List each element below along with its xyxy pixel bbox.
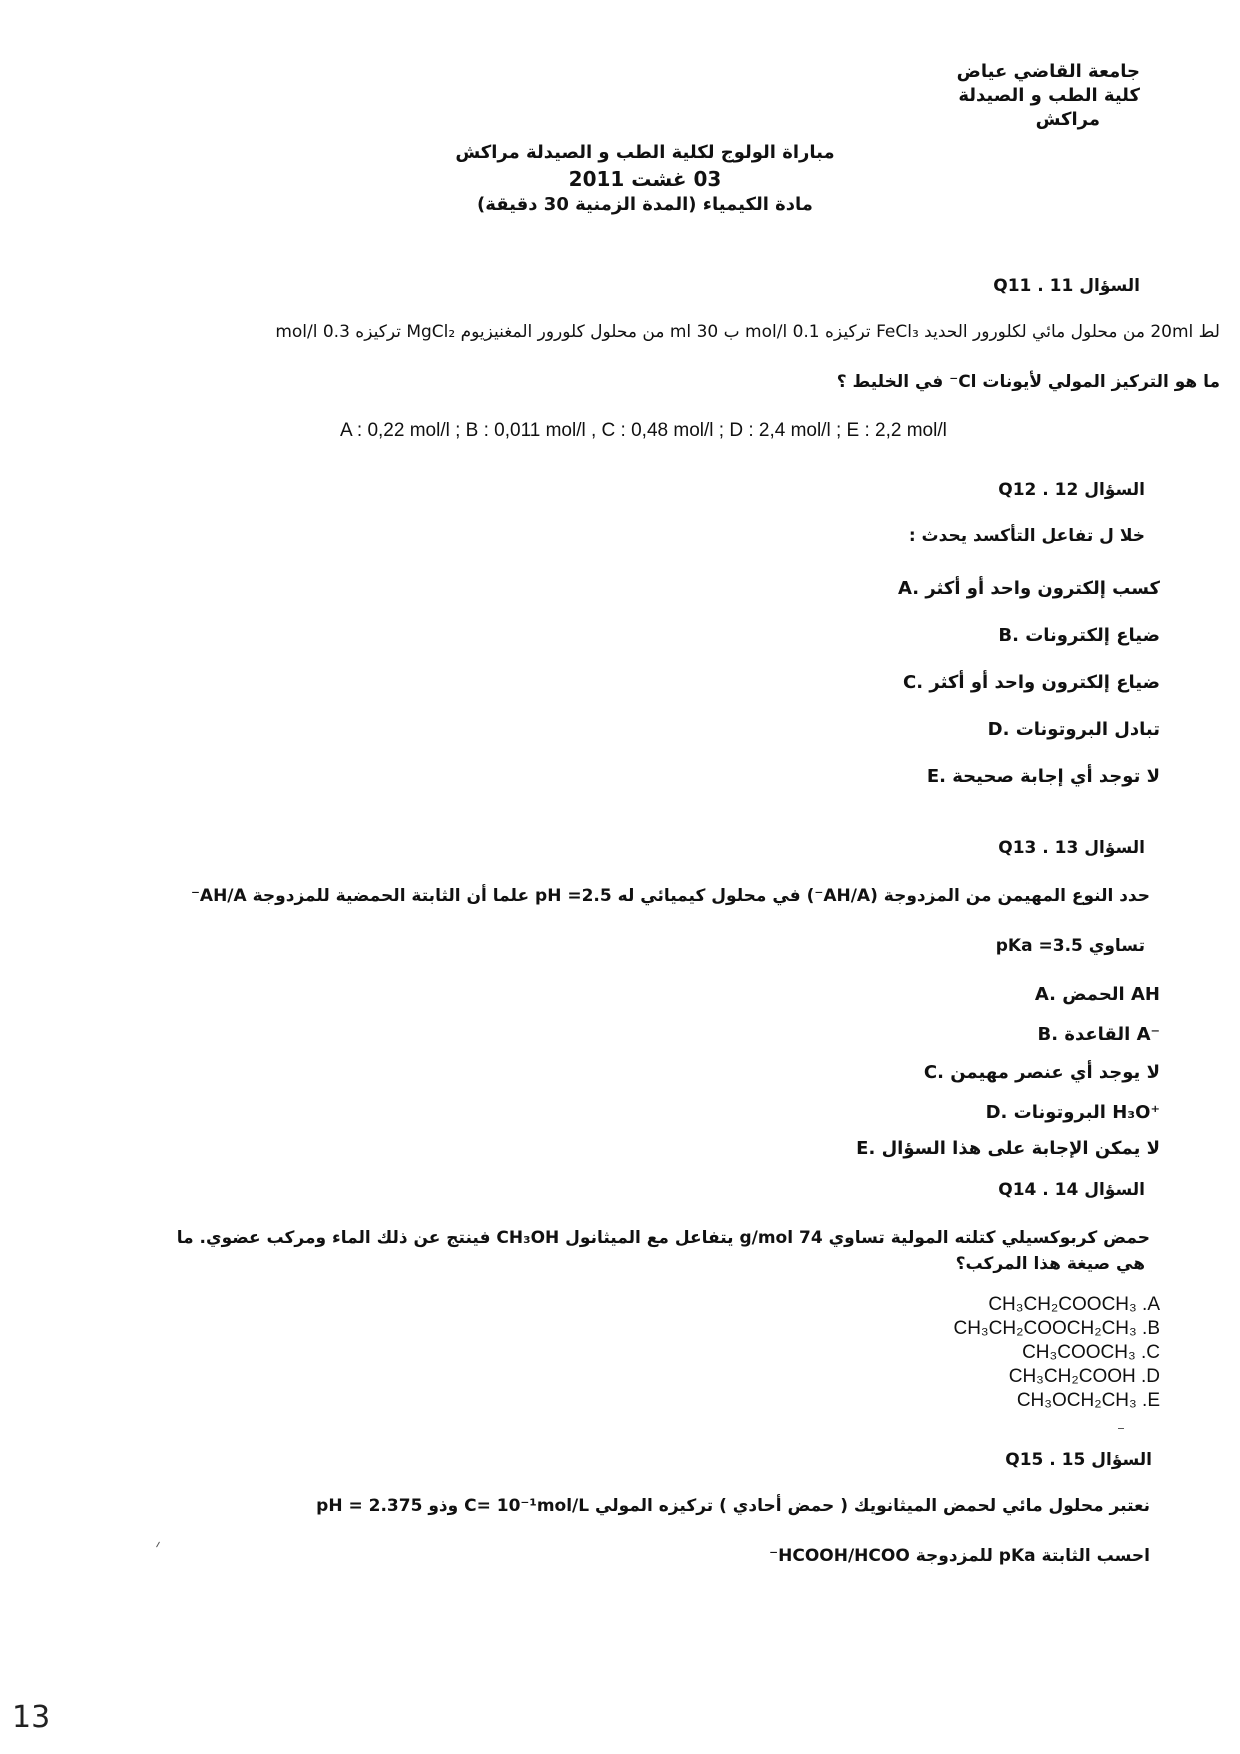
q15-statement-line1: نعتبر محلول مائي لحمض الميثانويك ( حمض أحادي ) تركيزه المولي C= 10⁻¹mol/L وذو pH = 2.375 (316, 1496, 1150, 1516)
q12-option-b[interactable]: B. ضياع إلكترونات (998, 625, 1160, 646)
q13-statement-line1: حدد النوع المهيمن من المزدوجة (AH/A⁻) في محلول كيميائي له pH =2.5 علما أن الثابتة الحمضية للمزدوجة AH/A⁻ (190, 886, 1150, 906)
scan-mark (156, 1542, 160, 1548)
q14-option-d[interactable]: CH₃CH₂COOH .D (1008, 1366, 1160, 1387)
q15-header: السؤال 15 . Q15 (1005, 1450, 1152, 1470)
q11-header: السؤال 11 . Q11 (993, 276, 1140, 296)
q12-option-c[interactable]: C. ضياع إلكترون واحد أو أكثر (903, 672, 1160, 693)
q13-header: السؤال 13 . Q13 (998, 838, 1145, 858)
q12-option-e[interactable]: E. لا توجد أي إجابة صحيحة (926, 766, 1160, 787)
q13-statement-line2: تساوي pKa =3.5 (995, 936, 1145, 956)
q12-option-a[interactable]: A. كسب إلكترون واحد أو أكثر (897, 578, 1160, 599)
q14-statement-line2: هي صيغة هذا المركب؟ (955, 1254, 1145, 1274)
q14-header: السؤال 14 . Q14 (998, 1180, 1145, 1200)
q13-option-b[interactable]: B. القاعدة A⁻ (1037, 1024, 1160, 1045)
q14-option-b[interactable]: CH₃CH₂COOCH₂CH₃ .B (953, 1318, 1160, 1339)
q13-option-e[interactable]: E. لا يمكن الإجابة على هذا السؤال (856, 1138, 1160, 1159)
exam-title-block (420, 140, 870, 218)
q14-option-a[interactable]: CH₃CH₂COOCH₃ .A (988, 1294, 1160, 1315)
q12-intro: خلا ل تفاعل التأكسد يحدث : (908, 526, 1145, 546)
q15-statement-line2: احسب الثابتة pKa للمزدوجة HCOOH/HCOO⁻ (769, 1546, 1150, 1566)
q13-option-a[interactable]: A. الحمض AH (1034, 984, 1160, 1005)
city-name: مراكش (1035, 109, 1100, 130)
exam-title: مباراة الولوج لكلية الطب و الصيدلة مراكش (455, 142, 835, 163)
faculty-name: كلية الطب و الصيدلة (958, 85, 1140, 106)
q12-option-d[interactable]: D. تبادل البروتونات (987, 719, 1160, 740)
institution-block (840, 60, 1140, 132)
scan-mark (1118, 1428, 1124, 1429)
q14-option-c[interactable]: CH₃COOCH₃ .C (1022, 1342, 1160, 1363)
q11-statement-line2: ما هو التركيز المولي لأيونات Cl⁻ في الخليط ؟ (836, 372, 1220, 392)
exam-date: 03 غشت 2011 (568, 167, 722, 191)
exam-subject: مادة الكيمياء (المدة الزمنية 30 دقيقة) (477, 194, 813, 215)
q14-statement-line1: حمض كربوكسيلي كتلته المولية تساوي 74 g/mol يتفاعل مع الميثانول CH₃OH فينتج عن ذلك الماء ومركب عضوي. ما (176, 1228, 1150, 1248)
q11-statement-line1: لط 20ml من محلول مائي لكلورور الحديد FeCl₃ تركيزه 0.1 mol/l ب 30 ml من محلول كلورور المغنيزيوم MgCl₂ تركيزه 0.3 mol/l (275, 322, 1220, 342)
q12-header: السؤال 12 . Q12 (998, 480, 1145, 500)
page-number: 13 (12, 1700, 51, 1735)
q14-option-e[interactable]: CH₃OCH₂CH₃ .E (1016, 1390, 1160, 1411)
q11-answers: A : 0,22 mol/l ; B : 0,011 mol/l , C : 0,48 mol/l ; D : 2,4 mol/l ; E : 2,2 mol/l (340, 420, 947, 441)
q13-option-c[interactable]: C. لا يوجد أي عنصر مهيمن (923, 1062, 1160, 1083)
university-name: جامعة القاضي عياض (956, 61, 1140, 82)
q13-option-d[interactable]: D. البروتونات H₃O⁺ (985, 1102, 1160, 1123)
